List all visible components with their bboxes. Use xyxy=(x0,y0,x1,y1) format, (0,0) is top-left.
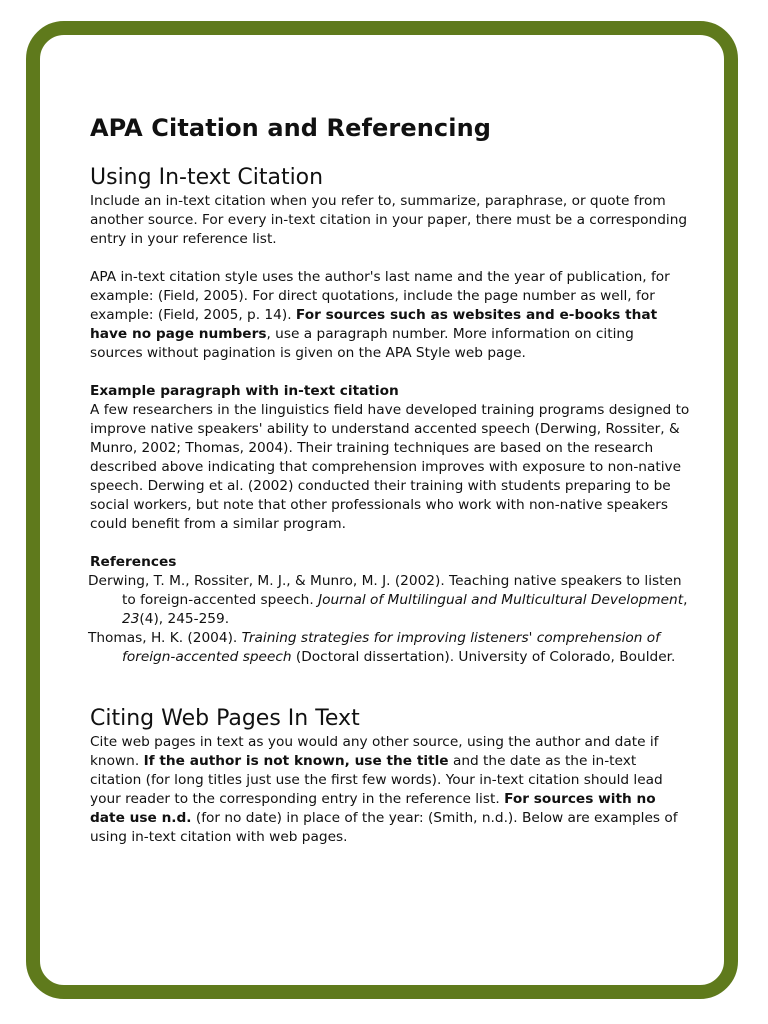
ref1-journal: Journal of Multilingual and Multicultural Development xyxy=(318,592,684,608)
web-pages-paragraph xyxy=(90,733,690,847)
document-content xyxy=(90,112,690,847)
ref1-text: Derwing, T. M., Rossiter, M. J., & Munro, M. J. (2002). Teaching native speakers to listen to foreign-accented speech. xyxy=(88,573,682,608)
reference-entry xyxy=(88,572,690,629)
apa-style-bold-text: For sources such as websites and e-books that have no page numbers xyxy=(90,307,658,342)
web-text-c: (for no date) in place of the year: (Smith, n.d.). Below are examples of using in-text citation with web pages. xyxy=(90,810,678,845)
example-paragraph: A few researchers in the linguistics field have developed training programs designed to improve native speakers' ability to understand accented speech (Derwing, Rossiter, & Munro, 2002; Thomas, 2004). Their training techniques are based on the research described above indicating that comprehension improves with exposure to non-native speech. Derwing et al. (2002) conducted their training with students preparing to be social workers, but note that other professionals who work with non-native speakers could benefit from a similar program. xyxy=(90,402,690,532)
intro-paragraph: Include an in-text citation when you refer to, summarize, paraphrase, or quote from another source. For every in-text citation in your paper, there must be a corresponding entry in your reference list. xyxy=(90,193,688,247)
apa-style-text-end: , use a paragraph number. More information on citing sources without pagination is given on the APA Style web page. xyxy=(90,326,634,361)
apa-style-paragraph xyxy=(90,268,690,363)
section-heading-web-pages: Citing Web Pages In Text xyxy=(90,706,360,731)
ref1-pages: (4), 245-259. xyxy=(139,611,230,627)
web-bold-b: For sources with no date use n.d. xyxy=(90,791,656,826)
ref1-volume: 23 xyxy=(122,611,140,627)
ref2-rest: (Doctoral dissertation). University of Colorado, Boulder. xyxy=(291,649,676,665)
ref1-sep: , xyxy=(683,592,688,608)
web-text-a: Cite web pages in text as you would any other source, using the author and date if known. xyxy=(90,734,659,769)
ref2-title: Training strategies for improving listeners' comprehension of foreign-accented speech xyxy=(122,630,661,665)
document-title: APA Citation and Referencing xyxy=(90,114,492,142)
references-heading: References xyxy=(90,554,177,570)
web-text-b: and the date as the in-text citation (for long titles just use the first few words). Your in-text citation should lead your reader to the corresponding entry in the reference list. xyxy=(90,753,663,807)
ref2-text: Thomas, H. K. (2004). xyxy=(88,630,242,646)
web-bold-a: If the author is not known, use the title xyxy=(143,753,449,769)
apa-style-text: APA in-text citation style uses the author's last name and the year of publication, for example: (Field, 2005). For direct quotations, include the page number as well, for example: (Field, 2005, p. 14). xyxy=(90,269,670,323)
section-heading-in-text-citation: Using In-text Citation xyxy=(90,165,324,190)
example-heading: Example paragraph with in-text citation xyxy=(90,383,399,399)
reference-entry xyxy=(88,629,690,667)
